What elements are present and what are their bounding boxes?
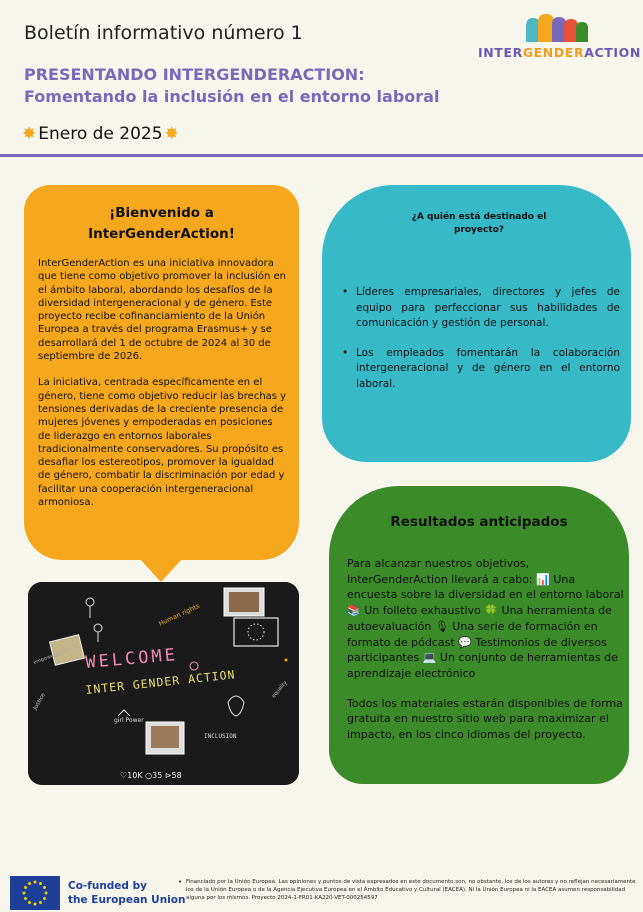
- results-paragraph: Para alcanzar nuestros objetivos, InterGenderAction llevará a cabo: 📊 Una encuesta sobre la diversidad en el entorno laboral 📚 Un folleto exhaustivo 🍀 Una herramienta de autoevaluación 🎙 Una serie de formación en formato de pódcast 💬 Testimonios de diversos participantes 💻 Un conjunto de herramientas de aprendizaje electrónico: [347, 557, 624, 680]
- welcome-body: [38, 257, 288, 509]
- logo-wordmark: INTERGENDERACTION: [478, 45, 641, 60]
- chalkboard-illustration: [28, 582, 299, 785]
- target-audience-card: [322, 185, 631, 462]
- issue-date: [22, 124, 179, 144]
- newsletter-issue-title: Boletín informativo número 1: [24, 22, 303, 44]
- headline-line-1: PRESENTANDO INTERGENDERACTION:: [24, 65, 365, 84]
- sun-icon: ✸: [22, 124, 37, 144]
- chalk-word-girl-power: girl Power: [114, 717, 144, 724]
- eu-cofunded-badge: [10, 876, 185, 910]
- list-item: • Líderes empresariales, directores y jefes de equipo para perfeccionar sus habilidades de comunicación y gestión de personal.: [342, 285, 620, 332]
- expected-results-card: [329, 486, 629, 784]
- results-paragraph: Todos los materiales estarán disponibles de forma gratuita en nuestro sitio web para maximizar el impacto, en los cinco idiomas del proyecto.: [347, 696, 623, 742]
- expected-results-title: Resultados anticipados: [390, 514, 568, 530]
- chalk-word-empowerment: empowerment: [32, 647, 69, 666]
- funding-disclaimer: • Financiado por la Unión Europea. Las opiniones y puntos de vista expresados en este documento son, no obstante, los de los autores y no reflejan necesariamente los de la Unión Europea o de la Agencia Ejecutiva Europea en el Ámbito Educativo y Cultural (EACEA). Ni la Unión Europea ni la EACEA asumen responsabilidad alguna por los mismos. Proyecto 2024-1-FR01-KA220-VET-000254597: [186, 878, 638, 902]
- welcome-title: ¡Bienvenido a InterGenderAction!: [88, 205, 235, 242]
- headline-line-2: Fomentando la inclusión en el entorno laboral: [24, 87, 440, 106]
- chalk-project-text: INTER GENDER ACTION: [84, 667, 237, 697]
- headline: [24, 64, 439, 108]
- target-audience-list: [342, 285, 620, 392]
- welcome-paragraph: InterGenderAction es una iniciativa innovadora que tiene como objetivo promover la inclusión en el ámbito laboral, abordando los desafíos de la diversidad intergeneracional y de género. Este proyecto recibe cofinanciamiento de la Unión Europea a través del programa Erasmus+ y se desarrollará del 1 de octubre de 2024 al 30 de septiembre de 2026.: [38, 258, 287, 363]
- list-item: • Los empleados fomentarán la colaboración intergeneracional y de género en el entorno laboral.: [342, 346, 620, 393]
- eu-cofunded-text: Co-funded by the European Union: [68, 880, 186, 906]
- chalk-welcome-text: WELCOME: [84, 644, 179, 673]
- chalk-word-inclusion: INCLUSION: [204, 733, 237, 740]
- chalk-word-equality: equality: [270, 679, 289, 700]
- header-divider: [0, 154, 643, 157]
- expected-results-body: [347, 556, 627, 743]
- target-audience-title: ¿A quién está destinado el proyecto?: [411, 212, 547, 235]
- logo-shapes-icon: [522, 14, 592, 42]
- eu-flag-icon: [10, 876, 60, 910]
- welcome-paragraph: La iniciativa, centrada específicamente en el género, tiene como objetivo reducir las brechas y tensiones derivadas de la creciente presencia de mujeres jóvenes y empoderadas en posiciones de liderazgo en entornos laborales tradicionalmente conservadores. Su propósito es desafiar los estereotipos, promover la igualdad de género, combatir la discriminación por edad y facilitar una cooperación intergeneracional armoniosa.: [38, 377, 287, 509]
- welcome-card: [24, 185, 299, 560]
- welcome-chalkboard-photo: [28, 582, 299, 785]
- chalk-social-stats: ♡10K ○35 ⊳58: [120, 771, 182, 780]
- chalk-word-human-rights: Human rights: [157, 601, 201, 628]
- issue-date-text: Enero de 2025: [38, 124, 163, 144]
- sun-icon: ✸: [164, 124, 179, 144]
- intergenderaction-logo: [478, 14, 641, 60]
- chalk-word-justice: Justice: [32, 692, 47, 711]
